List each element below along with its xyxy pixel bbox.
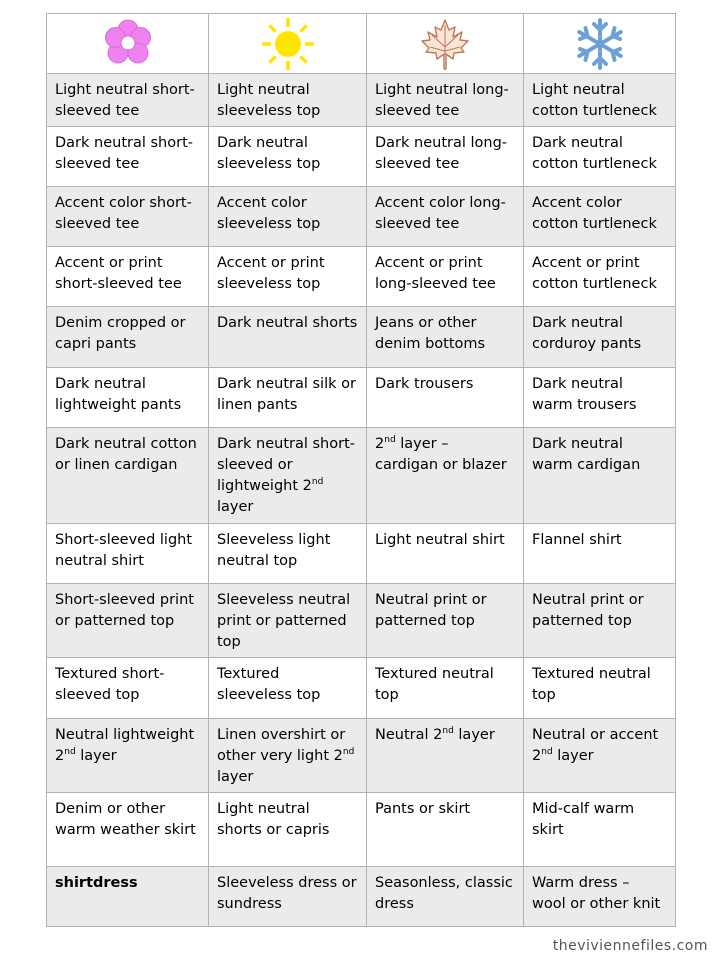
table-cell: Short-sleeved light neutral shirt [47,524,209,584]
table-cell: Dark trousers [367,368,524,428]
table-row [47,584,676,658]
table-row [47,368,676,428]
table-cell: Dark neutral sleeveless top [209,127,367,187]
table-cell: Dark neutral short-sleeved tee [47,127,209,187]
table-row [47,428,676,524]
table-cell: Accent or print long-sleeved tee [367,247,524,307]
table-cell: Sleeveless dress or sundress [209,867,367,927]
flower-icon [102,18,154,70]
table-cell: Accent color sleeveless top [209,187,367,247]
table-cell: Accent or print short-sleeved tee [47,247,209,307]
table-cell: Dark neutral long-sleeved tee [367,127,524,187]
table-cell: Textured neutral top [367,658,524,719]
table-cell: Neutral lightweight 2nd layer [47,719,209,793]
table-cell: Light neutral sleeveless top [209,74,367,127]
table-cell: Short-sleeved print or patterned top [47,584,209,658]
table-cell: Dark neutral warm cardigan [524,428,676,524]
table-cell: Accent color cotton turtleneck [524,187,676,247]
table-cell: Neutral print or patterned top [367,584,524,658]
table-cell: 2nd layer – cardigan or blazer [367,428,524,524]
table-cell: Mid-calf warm skirt [524,793,676,867]
table-cell: Light neutral short-sleeved tee [47,74,209,127]
table-row [47,867,676,927]
autumn-header [367,14,524,74]
snowflake-icon [572,16,628,72]
summer-header [209,14,367,74]
table-cell: Accent or print sleeveless top [209,247,367,307]
spring-header [47,14,209,74]
site-credit: theviviennefiles.com [552,938,708,954]
table-cell: Light neutral shirt [367,524,524,584]
table-cell: Linen overshirt or other very light 2nd layer [209,719,367,793]
table-cell: Sleeveless neutral print or patterned top [209,584,367,658]
table-cell: Dark neutral short-sleeved or lightweight 2nd layer [209,428,367,524]
table-row [47,127,676,187]
table-cell: Seasonless, classic dress [367,867,524,927]
table-cell: Textured neutral top [524,658,676,719]
table-cell: Textured short-sleeved top [47,658,209,719]
table-cell: Dark neutral cotton or linen cardigan [47,428,209,524]
table-row [47,524,676,584]
seasonal-wardrobe-table [46,13,676,927]
table-cell: Denim or other warm weather skirt [47,793,209,867]
table-cell: Accent color long-sleeved tee [367,187,524,247]
table-row [47,793,676,867]
table-cell: Light neutral shorts or capris [209,793,367,867]
table-row [47,74,676,127]
table-cell: Dark neutral shorts [209,307,367,368]
table-cell: Neutral print or patterned top [524,584,676,658]
table-cell: Warm dress – wool or other knit [524,867,676,927]
table-cell: Dark neutral silk or linen pants [209,368,367,428]
table-cell: Light neutral long-sleeved tee [367,74,524,127]
table-cell: Dark neutral lightweight pants [47,368,209,428]
table-row [47,187,676,247]
table-cell: Neutral or accent 2nd layer [524,719,676,793]
table-cell: Light neutral cotton turtleneck [524,74,676,127]
table-cell: Flannel shirt [524,524,676,584]
table-cell: Dark neutral warm trousers [524,368,676,428]
table-cell: Accent or print cotton turtleneck [524,247,676,307]
table-row [47,719,676,793]
sun-icon [260,16,316,72]
table-cell: Dark neutral corduroy pants [524,307,676,368]
table-row [47,658,676,719]
table-cell: Denim cropped or capri pants [47,307,209,368]
table-row [47,307,676,368]
table-cell: Dark neutral cotton turtleneck [524,127,676,187]
table-cell: Neutral 2nd layer [367,719,524,793]
table-cell: Sleeveless light neutral top [209,524,367,584]
table-cell: Jeans or other denim bottoms [367,307,524,368]
table-cell: shirtdress [47,867,209,927]
winter-header [524,14,676,74]
season-header-row [47,14,676,74]
table-cell: Textured sleeveless top [209,658,367,719]
table-cell: Accent color short-sleeved tee [47,187,209,247]
table-cell: Pants or skirt [367,793,524,867]
maple-leaf-icon [418,17,472,71]
table-row [47,247,676,307]
